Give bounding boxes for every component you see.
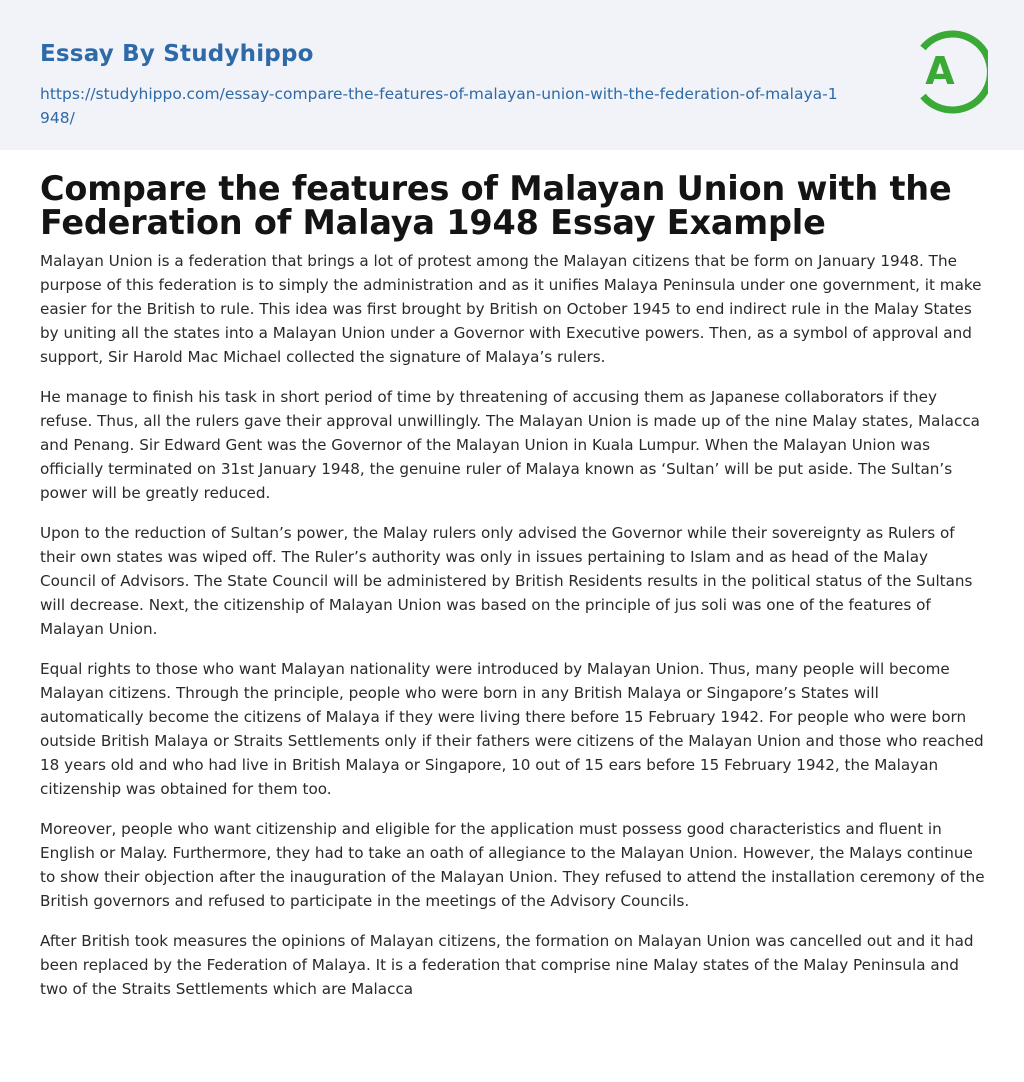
logo-letter: A [925, 49, 955, 93]
site-header [0, 0, 1024, 150]
paragraph: Upon to the reduction of Sultan’s power, the Malay rulers only advised the Governor while their sovereignty as Rulers of their own states was wiped off. The Ruler’s authority was only in issues pertaining to Islam and as head of the Malay Council of Advisors. The State Council will be administered by British Residents results in the political status of the Sultans will decrease. Next, the citizenship of Malayan Union was based on the principle of jus soli was one of the features of Malayan Union. [40, 524, 973, 638]
essay-body [40, 249, 985, 1017]
paragraph: Moreover, people who want citizenship and eligible for the application must possess good characteristics and fluent in English or Malay. Furthermore, they had to take an oath of allegiance to the Malayan Union. However, the Malays continue to show their objection after the inauguration of the Malayan Union. They refused to attend the installation ceremony of the British governors and refused to participate in the meetings of the Advisory Councils. [40, 820, 985, 910]
paragraph: Malayan Union is a federation that brings a lot of protest among the Malayan citizens that be form on January 1948. The purpose of this federation is to simply the administration and as it unifies Malaya Peninsula under one government, it make easier for the British to rule. This idea was first brought by British on October 1945 to end indirect rule in the Malay States by uniting all the states into a Malayan Union under a Governor with Executive powers. Then, as a symbol of approval and support, Sir Harold Mac Michael collected the signature of Malaya’s rulers. [40, 252, 982, 366]
page-title: Compare the features of Malayan Union with the Federation of Malaya 1948 Essay Example [40, 169, 952, 242]
paragraph: Equal rights to those who want Malayan nationality were introduced by Malayan Union. Thus, many people will become Malayan citizens. Through the principle, people who were born in any British Malaya or Singapore’s States will automatically become the citizens of Malaya if they were living there before 15 February 1942. For people who were born outside British Malaya or Straits Settlements only if their fathers were citizens of the Malayan Union and those who reached 18 years old and who had live in British Malaya or Singapore, 10 out of 15 ears before 15 February 1942, the Malayan citizenship was obtained for them too. [40, 660, 984, 798]
article-url-link[interactable]: https://studyhippo.com/essay-compare-the-features-of-malayan-union-with-the-federation-of-malaya-1948/ [40, 85, 838, 127]
paragraph: After British took measures the opinions of Malayan citizens, the formation on Malayan Union was cancelled out and it had been replaced by the Federation of Malaya. It is a federation that comprise nine Malay states of the Malay Peninsula and two of the Straits Settlements which are Malacca [40, 932, 974, 998]
paragraph: He manage to finish his task in short period of time by threatening of accusing them as Japanese collaborators if they refuse. Thus, all the rulers gave their approval unwillingly. The Malayan Union is made up of the nine Malay states, Malacca and Penang. Sir Edward Gent was the Governor of the Malayan Union in Kuala Lumpur. When the Malayan Union was officially terminated on 31st January 1948, the genuine ruler of Malaya known as ‘Sultan’ will be put aside. The Sultan’s power will be greatly reduced. [40, 388, 980, 502]
site-brand[interactable]: Essay By Studyhippo [40, 41, 314, 67]
studyhippo-logo-icon[interactable] [910, 28, 988, 116]
